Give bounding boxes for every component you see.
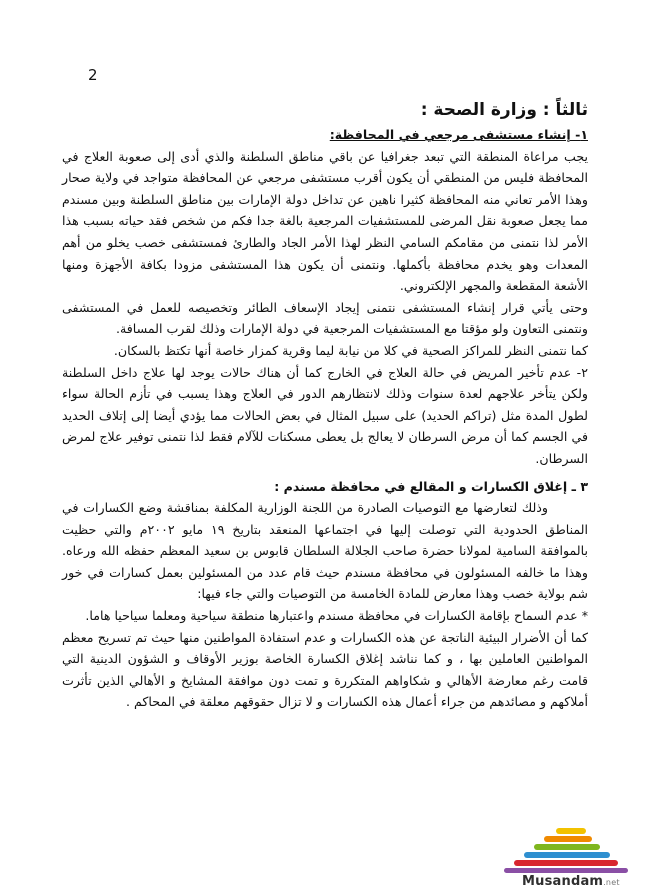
paragraph-treatment-delay: ٢- عدم تأخير المريض في حالة العلاج في الخارج كما أن هناك حالات يوجد لها علاج داخل السلطنة ولكن يتأخر علاجهم لعدة سنوات وذلك لانتظارهم الدور في العلاج وهذا يسبب في تأزم الحالة سواء لطول المدة مثل (تراكم الحديد) على سبيل المثال في بعض الحالات مما يؤدي أيضا إلى إتلاف الحديد في الجسم كما أن مرض السرطان لا يعالج بل يعطى مسكنات للآلام فقط لذا نتمنى توفير علاج لمرض السرطان. [62,364,588,466]
document-body [62,96,588,713]
logo-suffix: .net [603,878,620,887]
logo-stripe [514,860,618,866]
paragraph-air-ambulance: وحتى يأتي قرار إنشاء المستشفى نتمنى إيجاد الإسعاف الطائر وتخصيصه للعمل في المستشفى ونتمنى التعاون ولو مؤقتا مع المستشفيات المرجعية في دولة الإمارات وذلك لقرب المسافة. [62,299,588,337]
logo-stripe [556,828,586,834]
logo-stripe [534,844,600,850]
paragraph-recommendation-item: * عدم السماح بإقامة الكسارات في محافظة مسندم واعتبارها منطقة سياحية ومعلما سياحيا هاما. [85,608,588,624]
page-number: 2 [88,66,98,84]
subheading-reference-hospital: ١- إنشاء مستشفى مرجعي في المحافظة: [329,127,588,142]
logo-stripe [544,836,592,842]
paragraph-hospital-need: يجب مراعاة المنطقة التي تبعد جغرافيا عن باقي مناطق السلطنة والذي أدى إلى صعوبة العلاج في المحافظة فليس من المنطقي أن يكون أقرب مستشفى مرجعي عن المحافظة متواجد في ولاية صحار وهذا الأمر تعاني منه المحافظة كثيرا ناهين عن تداخل دولة الإمارات بين مناطق السلطنة وبين مسندم مما يجعل صعوبة نقل المرضى للمستشفيات المرجعية بالغة جدا فكم من شخص فقد حياته بسبب هذا الأمر لذا نتمنى من مقامكم السامي النظر لهذا الأمر الجاد والطارئ فمستشفى خصب يخلو من أهم المعدات وهو يخدم محافظة بأكملها. ونتمنى أن يكون هذا المستشفى مزودا بكافة الأجهزة ومنها الأشعة المقطعة والمجهر الإلكتروني. [62,148,588,294]
logo-wordmark [522,874,620,889]
logo-stripe [504,868,628,873]
paragraph-crushers-recommendations: وذلك لتعارضها مع التوصيات الصادرة من اللجنة الوزارية المكلفة بمناقشة وضع الكسارات في المناطق الحدودية التي توصلت إليها في اجتماعها المنعقد بتاريخ ١٩ مايو ٢٠٠٢م والتي حظيت بالموافقة السامية لمولانا حضرة صاحب الجلالة السلطان قابوس بن سعيد المعظم حفظه الله ورعاه. وهذا ما خالفه المسئولون في محافظة مسندم حيث قام عدد من المسئولين بعمل كسارات في خور شم بولاية خصب وهذا معارض للمادة الخامسة من التوصيات والتي جاء فيها: [62,500,588,602]
logo-mountain-stripes [504,828,628,873]
subheading-crushers: ٣ ـ إغلاق الكسارات و المقالع في محافظة مسندم : [274,478,588,494]
section-title: ثالثاً : وزارة الصحة : [420,100,588,120]
logo-name: Musandam [522,874,604,889]
logo-stripe [524,852,610,858]
paragraph-health-centers: كما نتمنى النظر للمراكز الصحية في كلا من نيابة ليما وقرية كمزار خاصة أنها تكتظ بالسكان. [113,342,588,358]
paragraph-environmental-damage: كما أن الأضرار البيئية الناتجة عن هذه الكسارات و عدم استفادة المواطنين منها حيث تم تسريح معظم المواطنين العاملين بها ، و كما نناشد إغلاق الكسارة الخاصة بوزير الأوقاف و الشؤون الدينية التي قامت رغم معارضة الأهالي و شكاواهم المتكررة و تمت دون موافقة المشايخ و الأهالي الذين تأثرت أملاكهم و مصائدهم من جراء أعمال هذه الكسارات و لا تزال حقوقهم معلقة في المحاكم . [62,629,588,710]
